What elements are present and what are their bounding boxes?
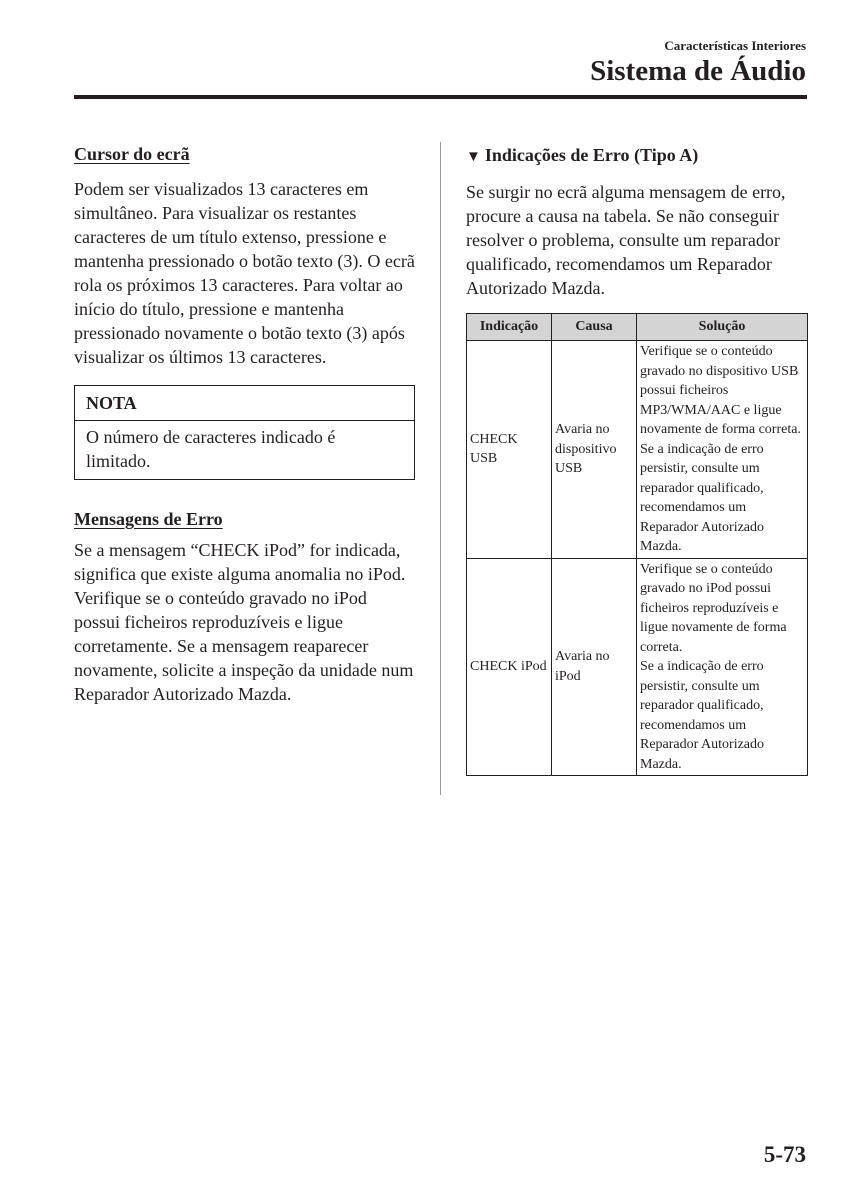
solution-text: Verifique se o conteúdo gravado no dispositivo USB possui ficheiros MP3/WMA/AAC e ligue novamente de forma correta. bbox=[640, 344, 801, 437]
errors-heading: Mensagens de Erro bbox=[74, 509, 223, 529]
page-title: Sistema de Áudio bbox=[590, 55, 806, 87]
note-box bbox=[74, 385, 415, 480]
cell-solution bbox=[637, 341, 808, 559]
error-indications-title: Indicações de Erro (Tipo A) bbox=[484, 145, 699, 165]
table-header-row bbox=[467, 314, 808, 341]
solution-text-2: Se a indicação de erro persistir, consulte um reparador qualificado, recomendamos um Reparador Autorizado Mazda. bbox=[640, 441, 765, 554]
error-intro-paragraph: Se surgir no ecrã alguma mensagem de erro, procure a causa na tabela. Se não conseguir resolver o problema, consulte um reparador qualificado, recomendamos um Reparador Autorizado Mazda. bbox=[466, 182, 786, 298]
cell-indication: CHECK iPod bbox=[467, 558, 552, 776]
header-solution: Solução bbox=[637, 314, 808, 341]
cursor-paragraph: Podem ser visualizados 13 caracteres em simultâneo. Para visualizar os restantes caracteres de um título extenso, pressione e mantenha pressionado o botão texto (3). O ecrã rola os próximos 13 caracteres. Para voltar ao início do título, pressione e mantenha pressionado novamente o botão texto (3) após visualizar os últimos 13 caracteres. bbox=[74, 179, 415, 367]
header-section: Características Interiores bbox=[664, 38, 806, 53]
page-number: 5-73 bbox=[763, 1142, 806, 1167]
note-title: NOTA bbox=[75, 386, 414, 421]
table-row bbox=[467, 558, 808, 776]
cell-indication: CHECK USB bbox=[467, 341, 552, 559]
solution-text: Verifique se o conteúdo gravado no iPod possui ficheiros reproduzíveis e ligue novamente de forma correta. bbox=[640, 561, 787, 655]
cell-solution bbox=[637, 558, 808, 776]
cell-cause: Avaria no dispositivo USB bbox=[552, 341, 637, 559]
header-cause: Causa bbox=[552, 314, 637, 341]
triangle-down-icon: ▼ bbox=[466, 149, 481, 165]
header-indication: Indicação bbox=[467, 314, 552, 341]
cell-cause: Avaria no iPod bbox=[552, 558, 637, 776]
left-column bbox=[74, 141, 415, 706]
solution-text-2: Se a indicação de erro persistir, consulte um reparador qualificado, recomendamos um Reparador Autorizado Mazda. bbox=[640, 659, 765, 772]
error-indications-heading bbox=[466, 142, 807, 170]
right-column bbox=[466, 142, 807, 776]
note-text: O número de caracteres indicado é limitado. bbox=[86, 427, 336, 471]
header-rule bbox=[74, 95, 807, 99]
error-table bbox=[466, 313, 808, 776]
cursor-heading: Cursor do ecrã bbox=[74, 144, 190, 164]
errors-paragraph: Se a mensagem “CHECK iPod” for indicada, significa que existe alguma anomalia no iPod. Verifique se o conteúdo gravado no iPod possui ficheiros reproduzíveis e ligue corretamente. Se a mensagem reaparecer novamente, solicite a inspeção da unidade num Reparador Autorizado Mazda. bbox=[74, 540, 414, 704]
column-divider bbox=[440, 142, 441, 795]
table-row bbox=[467, 341, 808, 559]
